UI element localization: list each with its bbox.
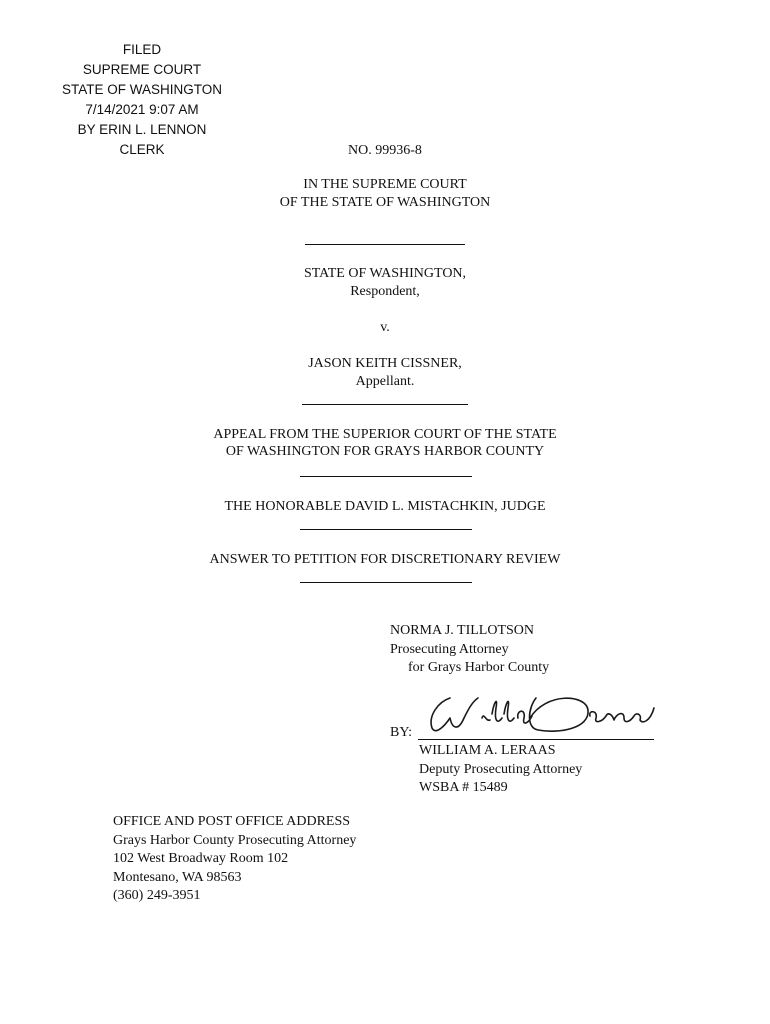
attorney-title: Prosecuting Attorney xyxy=(390,641,509,657)
stamp-datetime: 7/14/2021 9:07 AM xyxy=(85,102,199,117)
signer-name: WILLIAM A. LERAAS xyxy=(419,743,556,758)
office-address xyxy=(113,813,356,906)
signature-line xyxy=(418,739,654,740)
judge-line: THE HONORABLE DAVID L. MISTACHKIN, JUDGE xyxy=(224,499,546,514)
signer-wsba: WSBA # 15489 xyxy=(419,780,508,795)
attorney-block xyxy=(390,622,549,678)
office-line-3: Montesano, WA 98563 xyxy=(113,869,242,885)
appellant-role: Appellant. xyxy=(355,374,415,389)
divider xyxy=(300,582,472,583)
office-line-2: 102 West Broadway Room 102 xyxy=(113,851,289,866)
document-title: ANSWER TO PETITION FOR DISCRETIONARY REVIEW xyxy=(209,552,561,567)
by-label: BY: xyxy=(390,725,413,740)
respondent-name: STATE OF WASHINGTON, xyxy=(303,266,467,281)
appeal-line-1: APPEAL FROM THE SUPERIOR COURT OF THE STATE xyxy=(213,427,557,442)
stamp-clerk-name: BY ERIN L. LENNON xyxy=(77,122,207,137)
divider xyxy=(300,529,472,530)
court-line-2: OF THE STATE OF WASHINGTON xyxy=(279,195,491,210)
divider xyxy=(300,476,472,477)
signer-title: Deputy Prosecuting Attorney xyxy=(419,761,583,777)
court-line-1: IN THE SUPREME COURT xyxy=(303,177,467,192)
stamp-clerk: CLERK xyxy=(119,142,165,157)
office-phone: (360) 249-3951 xyxy=(113,888,201,903)
divider xyxy=(302,404,468,405)
office-line-1: Grays Harbor County Prosecuting Attorney xyxy=(113,832,357,848)
stamp-court: SUPREME COURT xyxy=(82,62,202,77)
divider xyxy=(305,244,465,245)
versus: v. xyxy=(380,320,390,335)
handwritten-signature xyxy=(420,688,660,740)
stamp-state: STATE OF WASHINGTON xyxy=(61,82,222,97)
case-number: NO. 99936-8 xyxy=(348,143,422,158)
signer-block xyxy=(419,742,582,798)
attorney-county: for Grays Harbor County xyxy=(408,660,550,675)
respondent-role: Respondent, xyxy=(350,284,420,299)
office-heading: OFFICE AND POST OFFICE ADDRESS xyxy=(113,814,351,829)
appeal-line-2: OF WASHINGTON FOR GRAYS HARBOR COUNTY xyxy=(225,444,545,459)
attorney-name: NORMA J. TILLOTSON xyxy=(390,623,535,638)
appellant-name: JASON KEITH CISSNER, xyxy=(308,356,462,371)
stamp-filed: FILED xyxy=(122,42,162,57)
